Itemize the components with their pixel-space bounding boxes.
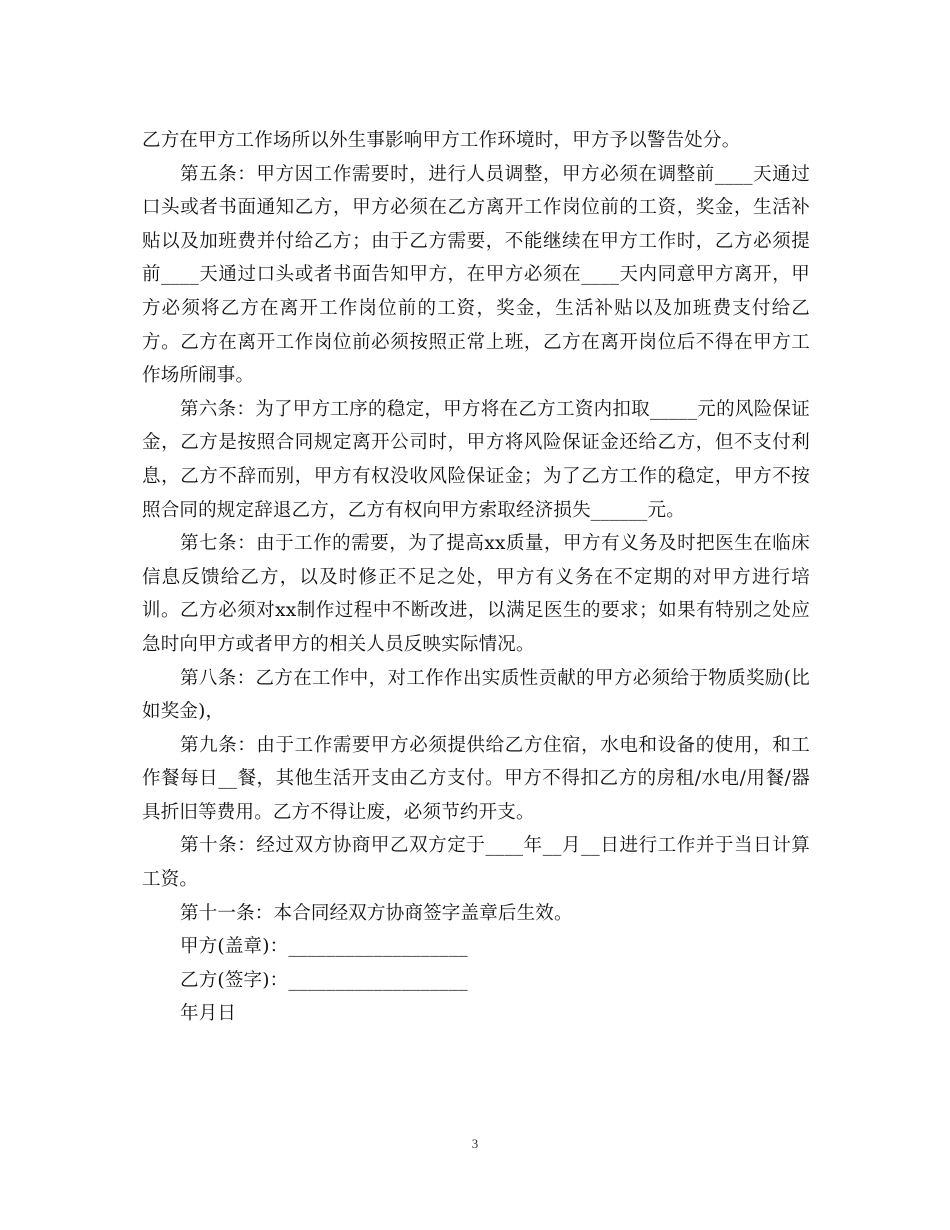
- article-9: 第九条：由于工作需要甲方必须提供给乙方住宿，水电和设备的使用，和工作餐每日__餐，其他生活开支由乙方支付。甲方不得扣乙方的房租/水电/用餐/器具折旧等费用。乙方不得让废，必须节约开支。: [142, 734, 810, 823]
- article-5: 第五条：甲方因工作需要时，进行人员调整，甲方必须在调整前____天通过口头或者书面通知乙方，甲方必须在乙方离开工作岗位前的工资，奖金，生活补贴以及加班费并付给乙方；由于乙方需要，不能继续在甲方工作时，乙方必须提前____天通过口头或者书面告知甲方，在甲方必须在____天内同意甲方离开，甲方必须将乙方在离开工作岗位前的工资，奖金，生活补贴以及加班费支付给乙方。乙方在离开工作岗位前必须按照正常上班，乙方在离开岗位后不得在甲方工作场所闹事。: [142, 163, 810, 387]
- party-a-seal-line: 甲方(盖章)：___________________: [180, 936, 468, 958]
- article-7: 第七条：由于工作的需要，为了提高xx质量，甲方有义务及时把医生在临床信息反馈给乙方，以及时修正不足之处，甲方有义务在不定期的对甲方进行培训。乙方必须对xx制作过程中不断改进，以满足医生的要求；如果有特别之处应急时向甲方或者甲方的相关人员反映实际情况。: [142, 533, 810, 655]
- article-6: 第六条：为了甲方工序的稳定，甲方将在乙方工资内扣取_____元的风险保证金，乙方是按照合同规定离开公司时，甲方将风险保证金还给乙方，但不支付利息，乙方不辞而别，甲方有权没收风险保证金；为了乙方工作的稳定，甲方不按照合同的规定辞退乙方，乙方有权向甲方索取经济损失______元。: [142, 398, 810, 521]
- paragraph-continuation: 乙方在甲方工作场所以外生事影响甲方工作环境时，甲方予以警告处分。: [142, 130, 741, 151]
- article-8: 第八条：乙方在工作中，对工作作出实质性贡献的甲方必须给于物质奖励(比如奖金)，: [142, 667, 810, 723]
- contract-body: [142, 124, 810, 1031]
- party-b-signature-line: 乙方(签字)：___________________: [180, 969, 468, 991]
- article-11: 第十一条：本合同经双方协商签字盖章后生效。: [180, 902, 573, 924]
- date-line: 年月日: [180, 1003, 237, 1025]
- article-10: 第十条：经过双方协商甲乙双方定于____年__月__日进行工作并于当日计算工资。: [142, 835, 810, 891]
- page-number: 3: [471, 1136, 479, 1151]
